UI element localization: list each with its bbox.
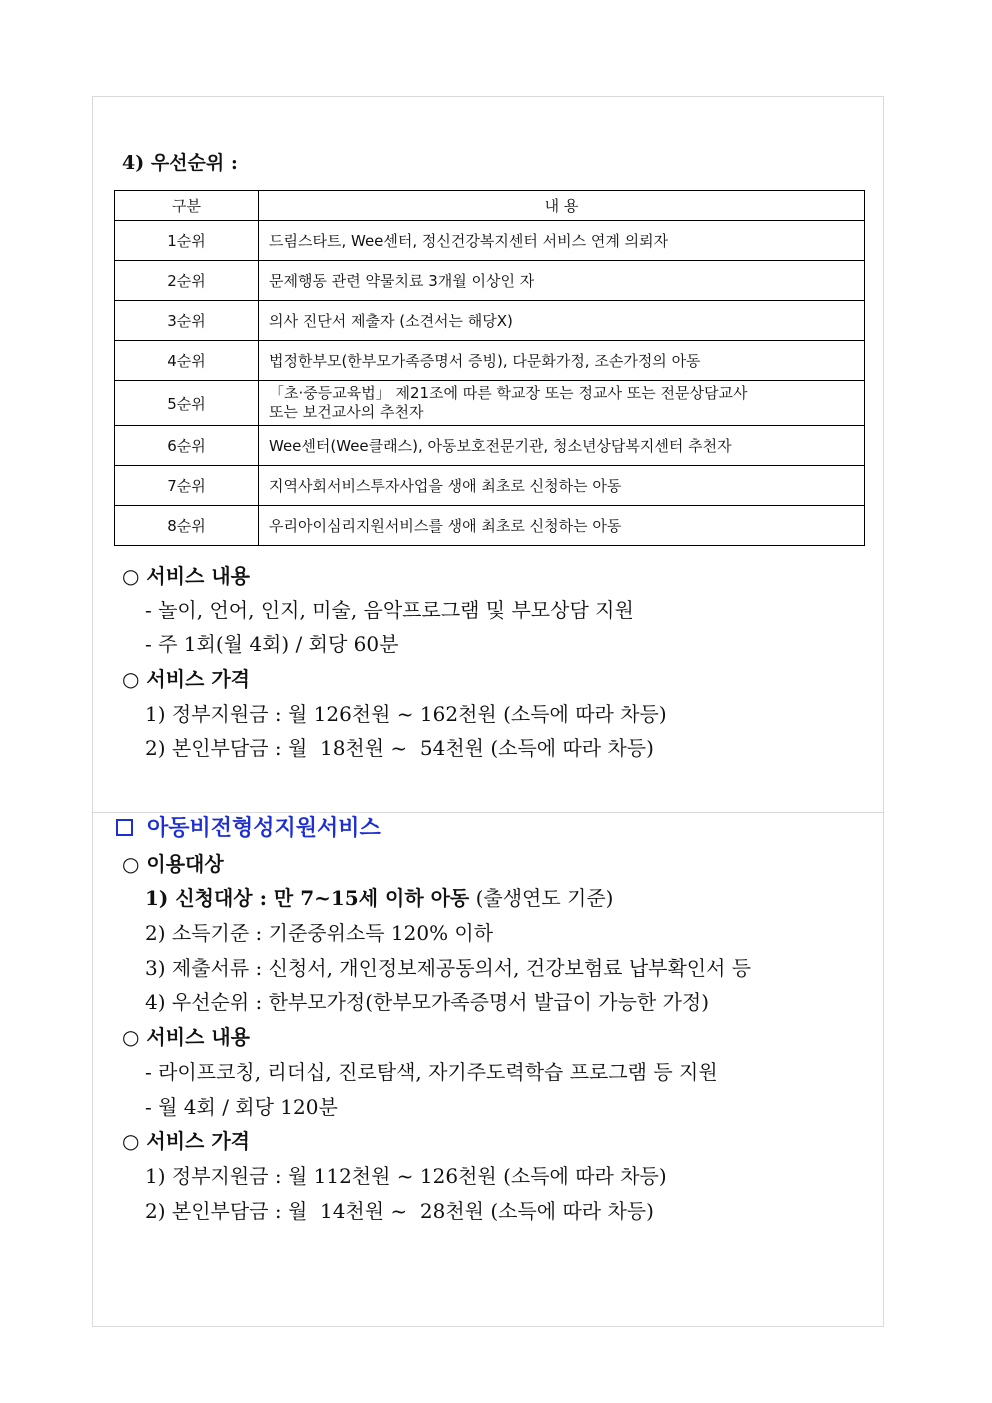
desc-line-2: 또는 보건교사의 추천자 <box>269 403 424 421</box>
rank-cell: 6순위 <box>115 426 259 466</box>
table-row <box>115 341 865 381</box>
rank-cell: 1순위 <box>115 221 259 261</box>
section-title-text: 아동비전형성지원서비스 <box>147 816 381 841</box>
priority-table <box>114 190 865 546</box>
rank-cell: 4순위 <box>115 341 259 381</box>
desc-cell: 우리아이심리지원서비스를 생애 최초로 신청하는 아동 <box>259 506 865 546</box>
table-row <box>115 426 865 466</box>
section-title <box>116 811 381 842</box>
target-item: 2) 소득기준 : 기준중위소득 120% 이하 <box>145 921 494 945</box>
header-rank: 구분 <box>115 191 259 221</box>
table-row <box>115 381 865 426</box>
target-item-rest: (출생연도 기준) <box>469 886 614 910</box>
service-content-heading: ○ 서비스 내용 <box>122 1025 250 1049</box>
rank-cell: 8순위 <box>115 506 259 546</box>
table-row <box>115 466 865 506</box>
checkbox-square-icon <box>116 819 133 836</box>
service-price-item: 1) 정부지원금 : 월 126천원 ~ 162천원 (소득에 따라 차등) <box>145 702 667 726</box>
desc-cell: 법정한부모(한부모가족증명서 증빙), 다문화가정, 조손가정의 아동 <box>259 341 865 381</box>
priority-title: 4) 우선순위 : <box>122 152 238 174</box>
service-price-item: 1) 정부지원금 : 월 112천원 ~ 126천원 (소득에 따라 차등) <box>145 1164 667 1188</box>
desc-line-1: 「초·중등교육법」 제21조에 따른 학교장 또는 정교사 또는 전문상담교사 <box>269 384 748 402</box>
rank-cell: 5순위 <box>115 381 259 426</box>
target-item <box>145 882 614 911</box>
header-content: 내 용 <box>259 191 865 221</box>
table-row <box>115 506 865 546</box>
desc-cell: 문제행동 관련 약물치료 3개월 이상인 자 <box>259 261 865 301</box>
target-item: 4) 우선순위 : 한부모가정(한부모가족증명서 발급이 가능한 가정) <box>145 990 710 1014</box>
service-price-item: 2) 본인부담금 : 월 18천원 ~ 54천원 (소득에 따라 차등) <box>145 736 654 760</box>
rank-cell: 3순위 <box>115 301 259 341</box>
target-heading: ○ 이용대상 <box>122 852 224 876</box>
table-row <box>115 301 865 341</box>
service-price-item: 2) 본인부담금 : 월 14천원 ~ 28천원 (소득에 따라 차등) <box>145 1199 654 1223</box>
table-row <box>115 221 865 261</box>
service-content-heading: ○ 서비스 내용 <box>122 564 250 588</box>
desc-cell: 의사 진단서 제출자 (소견서는 해당X) <box>259 301 865 341</box>
table-header-row <box>115 191 865 221</box>
desc-cell: 드림스타트, Wee센터, 정신건강복지센터 서비스 연계 의뢰자 <box>259 221 865 261</box>
table-row <box>115 261 865 301</box>
target-item-bold: 1) 신청대상 : 만 7~15세 이하 아동 <box>145 886 470 910</box>
service-content-item: - 놀이, 언어, 인지, 미술, 음악프로그램 및 부모상담 지원 <box>145 598 634 622</box>
service-content-item: - 라이프코칭, 리더십, 진로탐색, 자기주도력학습 프로그램 등 지원 <box>145 1060 718 1084</box>
desc-cell <box>259 381 865 426</box>
service-price-heading: ○ 서비스 가격 <box>122 667 250 691</box>
rank-cell: 2순위 <box>115 261 259 301</box>
desc-cell: 지역사회서비스투자사업을 생애 최초로 신청하는 아동 <box>259 466 865 506</box>
target-item: 3) 제출서류 : 신청서, 개인정보제공동의서, 건강보험료 납부확인서 등 <box>145 956 752 980</box>
service-content-item: - 월 4회 / 회당 120분 <box>145 1095 338 1119</box>
rank-cell: 7순위 <box>115 466 259 506</box>
service-price-heading: ○ 서비스 가격 <box>122 1129 250 1153</box>
desc-cell: Wee센터(Wee클래스), 아동보호전문기관, 청소년상담복지센터 추천자 <box>259 426 865 466</box>
service-content-item: - 주 1회(월 4회) / 회당 60분 <box>145 632 399 656</box>
